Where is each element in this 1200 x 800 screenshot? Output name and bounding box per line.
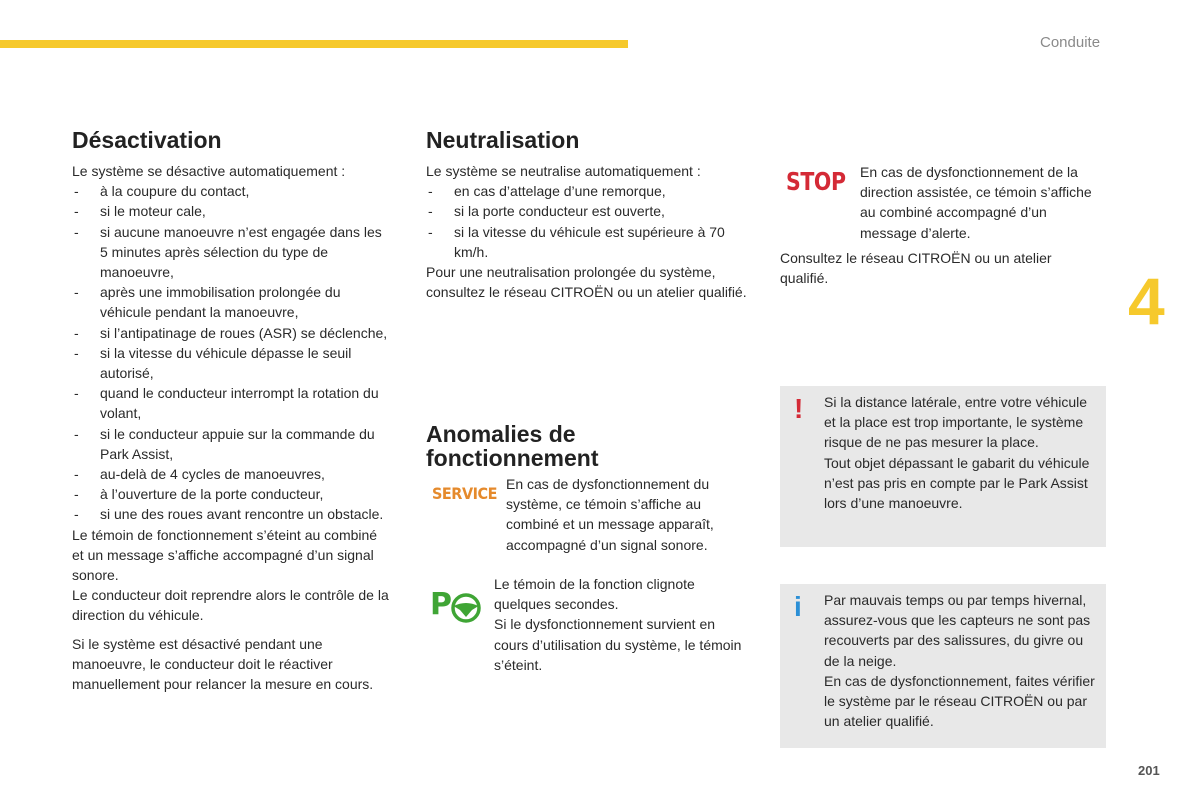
park-assist-description [494,574,750,675]
anomalies-title-line1: Anomalies de [426,421,576,447]
section-title: Conduite [1040,34,1101,51]
exclamation-icon: ! [794,393,804,424]
neutralisation-outro: Pour une neutralisation prolongée du système, consultez le réseau CITROËN ou un atelier qualifié. [426,264,747,301]
neutralisation-title: Neutralisation [426,127,580,153]
list-item: - si le conducteur appuie sur la commande du Park Assist, [72,424,392,464]
list-item: - si le moteur cale, [72,201,392,221]
list-item: - après une immobilisation prolongée du véhicule pendant la manoeuvre, [72,282,392,322]
info-text: En cas de dysfonctionnement, faites vérifier le système par le réseau CITROËN ou par un atelier qualifié. [824,672,1095,730]
stop-icon: STOP [786,167,846,196]
desactivation-section [72,128,392,694]
list-item: - si une des roues avant rencontre un obstacle. [72,504,392,524]
anomalies-title [426,422,756,470]
list-item: - au-delà de 4 cycles de manoeuvres, [72,464,392,484]
warning-box [780,386,1106,547]
list-item: - si la porte conducteur est ouverte, [426,201,750,221]
stop-note: Consultez le réseau CITROËN ou un atelier qualifié. [780,250,1052,287]
warning-box-text [824,392,1100,513]
park-assist-text: Le témoin de la fonction clignote quelques secondes. [494,576,695,613]
service-icon: SERVICE [432,484,498,503]
desactivation-list [72,181,392,524]
info-text: Par mauvais temps ou par temps hivernal, assurez-vous que les capteurs ne sont pas recouverts par des salissures, du givre ou de la neige. [824,592,1091,669]
stop-description: En cas de dysfonctionnement de la direction assistée, ce témoin s’affiche au combiné accompagné d’un message d’alerte. [860,164,1092,241]
list-item: - si la vitesse du véhicule est supérieure à 70 km/h. [426,222,750,262]
anomalies-title-line2: fonctionnement [426,445,599,471]
list-item: - à la coupure du contact, [72,181,392,201]
desactivation-paragraph: Si le système est désactivé pendant une manoeuvre, le conducteur doit le réactiver manuellement pour relancer la mesure en cours. [72,635,374,693]
anomalies-section [426,422,756,470]
park-icon-letter: P [430,587,452,622]
warning-text: Tout objet dépassant le gabarit du véhicule n’est pas pris en compte par le Park Assist lors d’une manoeuvre. [824,454,1090,512]
desactivation-title: Désactivation [72,127,222,153]
neutralisation-list [426,181,750,262]
desactivation-intro: Le système se désactive automatiquement : [72,163,346,179]
park-assist-text: Si le dysfonctionnement survient en cours d’utilisation du système, le témoin s’éteint. [494,616,742,673]
info-box [780,584,1106,748]
list-item: - si la vitesse du véhicule dépasse le seuil autorisé, [72,343,392,383]
top-accent-bar [0,40,628,48]
warning-text: Si la distance latérale, entre votre véhicule et la place est trop importante, le système risque de ne pas mesurer la place. [824,394,1088,451]
page-number: 201 [1138,763,1160,778]
neutralisation-intro: Le système se neutralise automatiquement : [426,163,701,179]
list-item: - quand le conducteur interrompt la rotation du volant, [72,383,392,423]
list-item: - si aucune manoeuvre n’est engagée dans les 5 minutes après sélection du type de manoeuvre, [72,222,392,283]
desactivation-paragraph: Le témoin de fonctionnement s’éteint au combiné et un message s’affiche accompagné d’un signal sonore. [72,526,378,584]
list-item: - à l’ouverture de la porte conducteur, [72,484,392,504]
neutralisation-section [426,128,750,302]
list-item: - en cas d’attelage d’une remorque, [426,181,750,201]
info-icon: i [794,591,802,622]
park-assist-icon [428,584,484,624]
service-description: En cas de dysfonctionnement du système, ce témoin s’affiche au combiné et un message apparaît, accompagné d’un signal sonore. [506,476,714,553]
chapter-number: 4 [1128,264,1165,338]
info-box-text [824,590,1100,731]
list-item: - si l’antipatinage de roues (ASR) se déclenche, [72,323,392,343]
desactivation-paragraph: Le conducteur doit reprendre alors le contrôle de la direction du véhicule. [72,587,389,624]
